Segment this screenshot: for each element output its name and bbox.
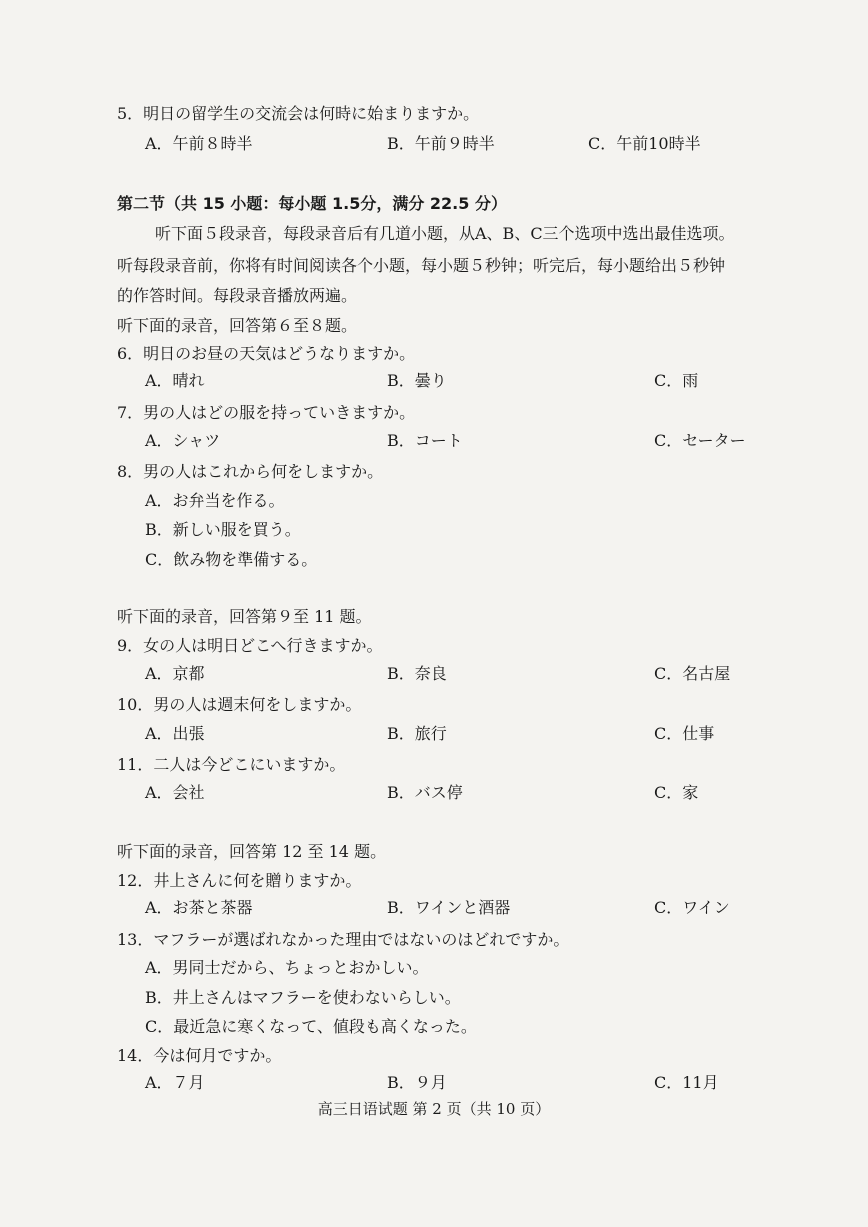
q10-stem: 10．男の人は週末何をしますか。 xyxy=(117,695,362,714)
section2-instruction-2: 听每段录音前，你将有时间阅读各个小题，每小题５秒钟；听完后，每小题给出５秒钟 xyxy=(117,256,726,275)
q13-option-b: B．井上さんはマフラーを使わないらしい。 xyxy=(145,988,461,1007)
q8-option-b: B．新しい服を買う。 xyxy=(145,520,301,539)
q14-option-b: B．９月 xyxy=(387,1073,447,1092)
q12-option-b: B．ワインと酒器 xyxy=(387,898,511,917)
q7-option-b: B．コート xyxy=(387,431,463,450)
q11-option-a: A．会社 xyxy=(145,783,205,802)
q11-option-c: C．家 xyxy=(654,783,699,802)
q12-option-a: A．お茶と茶器 xyxy=(145,898,253,917)
q9-option-a: A．京都 xyxy=(145,664,205,683)
q5-stem: 5．明日の留学生の交流会は何時に始まりますか。 xyxy=(117,104,480,123)
page-footer: 高三日语试题 第 2 页（共 10 页） xyxy=(317,1100,551,1118)
q14-option-a: A．７月 xyxy=(145,1073,205,1092)
q8-stem: 8．男の人はこれから何をしますか。 xyxy=(117,462,384,481)
q10-option-a: A．出張 xyxy=(145,724,205,743)
q14-option-c: C．11月 xyxy=(654,1073,719,1092)
q14-stem: 14．今は何月ですか。 xyxy=(117,1046,282,1065)
q9-stem: 9．女の人は明日どこへ行きますか。 xyxy=(117,636,383,655)
group-heading-6-8: 听下面的录音，回答第６至８题。 xyxy=(117,316,358,335)
q13-stem: 13．マフラーが選ばれなかった理由ではないのはどれですか。 xyxy=(117,930,570,949)
q6-option-b: B．曇り xyxy=(387,371,447,390)
group-heading-9-11: 听下面的录音，回答第９至 11 题。 xyxy=(117,607,372,626)
q11-stem: 11．二人は今どこにいますか。 xyxy=(117,755,346,774)
q6-option-a: A．晴れ xyxy=(145,371,205,390)
q5-option-a: A．午前８時半 xyxy=(145,134,253,153)
q7-stem: 7．男の人はどの服を持っていきますか。 xyxy=(117,403,416,422)
q6-option-c: C．雨 xyxy=(654,371,699,390)
section2-instruction-3: 的作答时间。每段录音播放两遍。 xyxy=(117,286,358,305)
group-heading-12-14: 听下面的录音，回答第 12 至 14 题。 xyxy=(117,842,387,861)
q5-option-c: C．午前10時半 xyxy=(588,134,701,153)
q5-option-b: B．午前９時半 xyxy=(387,134,495,153)
q12-option-c: C．ワイン xyxy=(654,898,730,917)
q9-option-c: C．名古屋 xyxy=(654,664,731,683)
q12-stem: 12．井上さんに何を贈りますか。 xyxy=(117,871,362,890)
q10-option-c: C．仕事 xyxy=(654,724,715,743)
q8-option-a: A．お弁当を作る。 xyxy=(145,491,285,510)
q6-stem: 6．明日のお昼の天気はどうなりますか。 xyxy=(117,344,416,363)
section2-instruction-1: 听下面５段录音，每段录音后有几道小题，从A、B、C三个选项中选出最佳选项。 xyxy=(155,224,735,243)
q7-option-a: A．シャツ xyxy=(145,431,221,450)
q7-option-c: C．セーター xyxy=(654,431,746,450)
q10-option-b: B．旅行 xyxy=(387,724,447,743)
q8-option-c: C．飲み物を準備する。 xyxy=(145,550,318,569)
q9-option-b: B．奈良 xyxy=(387,664,447,683)
q13-option-c: C．最近急に寒くなって、値段も高くなった。 xyxy=(145,1017,477,1036)
q11-option-b: B．バス停 xyxy=(387,783,463,802)
q13-option-a: A．男同士だから、ちょっとおかしい。 xyxy=(145,958,429,977)
section2-heading: 第二节（共 15 小题：每小题 1.5分，满分 22.5 分） xyxy=(117,194,507,213)
